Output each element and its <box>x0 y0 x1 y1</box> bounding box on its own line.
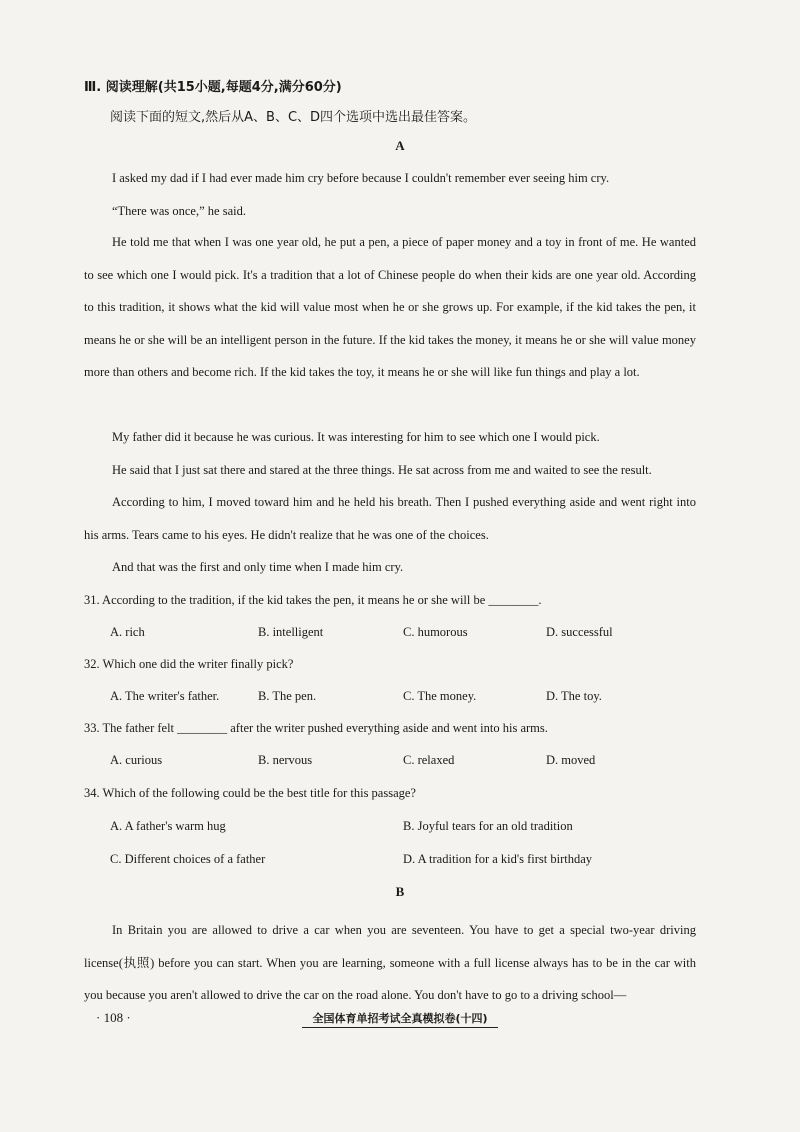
question-option: D. A tradition for a kid's first birthday <box>403 852 593 866</box>
question-option: B. intelligent <box>258 625 324 639</box>
section-instruction: 阅读下面的短文,然后从A、B、C、D四个选项中选出最佳答案。 <box>110 110 477 125</box>
question-option: B. The pen. <box>258 689 317 703</box>
question-option: B. nervous <box>258 753 313 767</box>
passage-a-paragraph: I asked my dad if I had ever made him cry before because I couldn't remember ever seeing him cry. <box>112 171 610 185</box>
question-option: D. moved <box>546 753 596 767</box>
question-stem: 32. Which one did the writer finally pick? <box>84 657 294 671</box>
passage-a-paragraph: My father did it because he was curious. It was interesting for him to see which one I would pick. <box>112 430 600 444</box>
question-option: C. The money. <box>403 689 477 703</box>
question-stem: 31. According to the tradition, if the kid takes the pen, it means he or she will be ________. <box>84 593 542 607</box>
passage-a-paragraph: According to him, I moved toward him and he held his breath. Then I pushed everything aside and went right into his arms. Tears came to his eyes. He didn't realize that he was one of the choices. <box>84 495 696 542</box>
question-stem: 33. The father felt ________ after the writer pushed everything aside and went into his arms. <box>84 721 548 735</box>
passage-a-paragraph: And that was the first and only time when I made him cry. <box>112 560 404 574</box>
passage-b-paragraph: In Britain you are allowed to drive a car when you are seventeen. You have to get a special two-year driving license(执照) before you can start. When you are learning, someone with a full license always has to be in the car with you because you aren't allowed to drive the car on the road alone. You don't have to go to a driving school— <box>84 923 696 1002</box>
passage-a-paragraph: “There was once,” he said. <box>112 204 246 218</box>
question-option: D. successful <box>546 625 613 639</box>
section-header: Ⅲ. 阅读理解(共15小题,每题4分,满分60分) <box>84 80 342 95</box>
question-option: D. The toy. <box>546 689 602 703</box>
passage-b-label: B <box>395 884 405 899</box>
footer-title-text: 全国体育单招考试全真模拟卷(十四) <box>302 1012 497 1028</box>
passage-a-label: A <box>395 138 405 153</box>
footer-title <box>0 1010 800 1026</box>
scan-mark <box>128 0 168 2</box>
question-option: A. The writer's father. <box>110 689 220 703</box>
question-option: A. rich <box>110 625 145 639</box>
question-option: A. A father's warm hug <box>110 819 226 833</box>
question-option: A. curious <box>110 753 163 767</box>
page-number: · 108 · <box>96 1010 131 1025</box>
question-option: C. relaxed <box>403 753 455 767</box>
question-stem: 34. Which of the following could be the best title for this passage? <box>84 786 416 800</box>
passage-a-paragraph: He said that I just sat there and stared at the three things. He sat across from me and waited to see the result. <box>112 463 652 477</box>
question-option: B. Joyful tears for an old tradition <box>403 819 573 833</box>
passage-a-paragraph: He told me that when I was one year old, he put a pen, a piece of paper money and a toy in front of me. He wanted to see which one I would pick. It's a tradition that a lot of Chinese people do when their kids are one year old. According to this tradition, it shows what the kid will value most when he or she grows up. For example, if the kid takes the pen, it means he or she will be an intelligent person in the future. If the kid takes the money, it means he or she will value money more than others and become rich. If the kid takes the toy, it means he or she will like fun things and play a lot. <box>84 235 696 379</box>
question-option: C. Different choices of a father <box>110 852 266 866</box>
question-option: C. humorous <box>403 625 468 639</box>
